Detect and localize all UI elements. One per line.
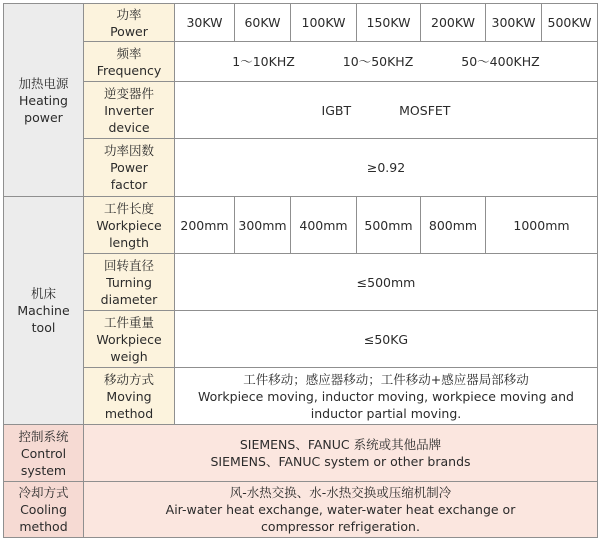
label-turning-diameter: 回转直径 Turning diameter bbox=[84, 254, 175, 311]
length-value: 300mm bbox=[235, 197, 291, 254]
row-power bbox=[4, 4, 598, 42]
category-machine-tool: 机床 Machine tool bbox=[4, 197, 84, 425]
row-turning-diameter bbox=[4, 254, 598, 311]
row-inverter bbox=[4, 82, 598, 139]
cooling-method-value bbox=[84, 482, 598, 538]
row-workpiece-length bbox=[4, 197, 598, 254]
workpiece-weight-value: ≤50KG bbox=[175, 311, 598, 368]
moving-method-cn: 工件移动；感应器移动；工件移动+感应器局部移动 bbox=[243, 371, 529, 387]
frequency-value: 50～400KHZ bbox=[461, 54, 540, 69]
row-power-factor bbox=[4, 139, 598, 197]
power-value: 30KW bbox=[175, 4, 235, 42]
power-factor-value: ≥0.92 bbox=[175, 139, 598, 197]
power-value: 100KW bbox=[291, 4, 357, 42]
label-inverter: 逆变器件 Inverter device bbox=[84, 82, 175, 139]
label-workpiece-weight: 工件重量 Workpiece weigh bbox=[84, 311, 175, 368]
power-value: 500KW bbox=[542, 4, 598, 42]
frequency-value: 10～50KHZ bbox=[342, 54, 414, 69]
length-value: 400mm bbox=[291, 197, 357, 254]
category-heating-power: 加热电源 Heating power bbox=[4, 4, 84, 197]
inverter-value: MOSFET bbox=[399, 102, 451, 118]
moving-method-en: Workpiece moving, inductor moving, workpiece moving and inductor partial moving. bbox=[198, 388, 574, 421]
category-cooling-method: 冷却方式 Cooling method bbox=[4, 482, 84, 538]
length-value: 500mm bbox=[357, 197, 421, 254]
label-power: 功率 Power bbox=[84, 4, 175, 42]
row-moving-method bbox=[4, 368, 598, 425]
label-frequency: 频率 Frequency bbox=[84, 42, 175, 82]
row-workpiece-weight bbox=[4, 311, 598, 368]
control-system-cn: SIEMENS、FANUC 系统或其他品牌 bbox=[239, 437, 442, 452]
spec-table bbox=[3, 3, 598, 538]
power-value: 200KW bbox=[421, 4, 486, 42]
length-value: 1000mm bbox=[486, 197, 598, 254]
inverter-value: IGBT bbox=[321, 102, 352, 118]
moving-method-value bbox=[175, 368, 598, 425]
cooling-method-cn: 风-水热交换、水-水热交换或压缩机制冷 bbox=[229, 485, 452, 500]
row-control-system bbox=[4, 425, 598, 482]
label-power-factor: 功率因数 Power factor bbox=[84, 139, 175, 197]
length-value: 200mm bbox=[175, 197, 235, 254]
length-value: 800mm bbox=[421, 197, 486, 254]
frequency-values bbox=[175, 42, 598, 82]
power-value: 60KW bbox=[235, 4, 291, 42]
row-frequency bbox=[4, 42, 598, 82]
power-value: 300KW bbox=[486, 4, 542, 42]
category-control-system: 控制系统 Control system bbox=[4, 425, 84, 482]
label-moving-method: 移动方式 Moving method bbox=[84, 368, 175, 425]
turning-diameter-value: ≤500mm bbox=[175, 254, 598, 311]
power-value: 150KW bbox=[357, 4, 421, 42]
row-cooling-method bbox=[4, 482, 598, 538]
frequency-value: 1～10KHZ bbox=[232, 54, 295, 69]
label-workpiece-length: 工件长度 Workpiece length bbox=[84, 197, 175, 254]
control-system-value bbox=[84, 425, 598, 482]
cooling-method-en: Air-water heat exchange, water-water heat exchange or compressor refrigeration. bbox=[165, 502, 516, 534]
control-system-en: SIEMENS、FANUC system or other brands bbox=[210, 454, 471, 469]
inverter-values bbox=[175, 82, 598, 139]
